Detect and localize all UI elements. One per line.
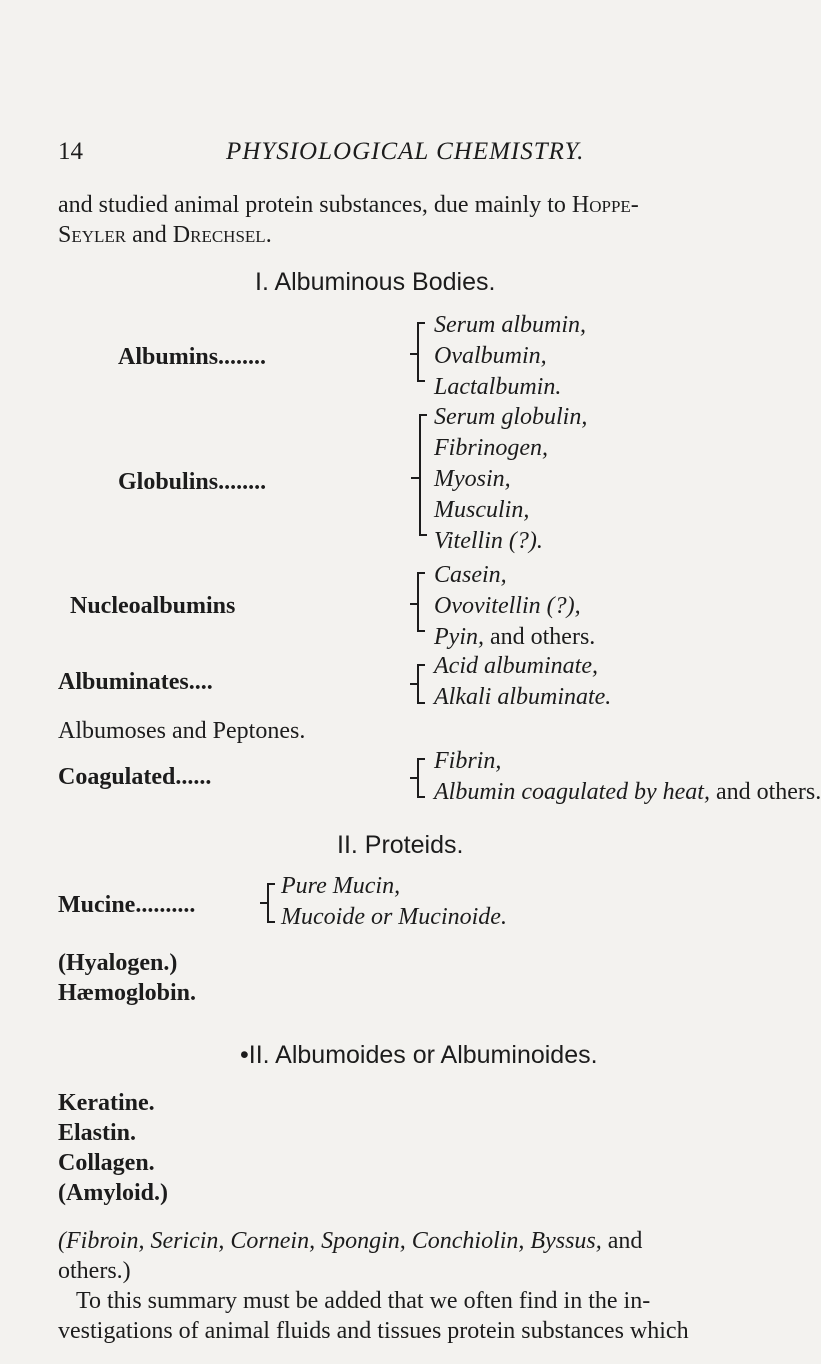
proteid-extra-item: Hæmoglobin. (58, 980, 197, 1006)
brace-tip (410, 777, 418, 779)
intro-text: . (265, 222, 272, 248)
nucleoalbumins-item-last (434, 623, 595, 652)
globulins-item: Musculin, (434, 497, 530, 523)
albumins-item: Serum albumin, (434, 312, 586, 338)
class-name: Coagulated (58, 764, 176, 790)
brace-tip (411, 477, 419, 479)
brace-tip (410, 353, 418, 355)
albumoid-item: Collagen. (58, 1150, 155, 1176)
class-name: Albumins (118, 344, 219, 370)
albumoid-paren-line (58, 1227, 642, 1256)
section-3-heading: •II. Albumoides or Albuminoides. (240, 1041, 598, 1069)
nucleoalbumins-item: Casein, (434, 562, 507, 588)
mucine-item: Pure Mucin, (281, 873, 401, 899)
item-name: Pyin, (434, 624, 484, 650)
item-trailing: and others. (483, 624, 596, 650)
albumins-brace (417, 322, 419, 382)
section-1-heading: I. Albuminous Bodies. (255, 268, 496, 296)
running-title: PHYSIOLOGICAL CHEMISTRY. (226, 138, 585, 165)
leader-dots: ...... (175, 764, 212, 790)
mucine-label (58, 891, 195, 920)
globulins-item: Serum globulin, (434, 404, 588, 430)
intro-text: and studied animal protein substances, due mainly to (58, 192, 572, 218)
albuminates-label (58, 668, 213, 697)
page-number: 14 (58, 138, 83, 165)
nucleoalbumins-brace (417, 572, 419, 632)
albumoid-paren-end: others.) (58, 1258, 131, 1284)
albumoid-trail: and (601, 1228, 643, 1254)
albumins-label (118, 343, 266, 372)
brace-tip (410, 603, 418, 605)
albumoid-item: (Amyloid.) (58, 1180, 168, 1206)
closing-line-2: vestigations of animal fluids and tissues protein substances which (58, 1318, 689, 1344)
nucleoalbumins-label: Nucleoalbumins (70, 593, 236, 619)
globulins-brace (419, 414, 421, 536)
albumoses-peptones: Albumoses and Peptones. (58, 718, 306, 744)
proteid-extra-item: (Hyalogen.) (58, 950, 178, 976)
albumoid-item: Keratine. (58, 1090, 155, 1116)
globulins-label (118, 468, 266, 497)
intro-line-1 (58, 191, 639, 220)
class-name: Mucine (58, 892, 136, 918)
brace-tip (410, 683, 418, 685)
item-trailing: and others. (709, 779, 821, 805)
class-name: Albuminates (58, 669, 189, 695)
leader-dots: ........ (218, 469, 267, 495)
closing-line-1: To this summary must be added that we often find in the in- (76, 1288, 651, 1314)
intro-line-2 (58, 221, 272, 250)
author-seyler: Seyler (58, 222, 127, 248)
author-drechsel: Drechsel (172, 222, 266, 248)
globulins-item: Vitellin (?). (434, 528, 543, 554)
mucine-item: Mucoide or Mucinoide. (281, 904, 507, 930)
albumoid-list: (Fibroin, Sericin, Cornein, Spongin, Conchiolin, Byssus, (58, 1228, 602, 1254)
albuminates-item: Alkali albuminate. (434, 684, 612, 710)
coagulated-label (58, 763, 211, 792)
coagulated-item-last (434, 778, 821, 807)
class-name: Globulins (118, 469, 219, 495)
author-hoppe: Hoppe- (571, 192, 639, 218)
nucleoalbumins-item: Ovovitellin (?), (434, 593, 581, 619)
albuminates-item: Acid albuminate, (434, 653, 598, 679)
item-name: Albumin coagulated by heat, (434, 779, 710, 805)
leader-dots: .... (188, 669, 213, 695)
albumins-item: Ovalbumin, (434, 343, 547, 369)
albumins-item: Lactalbumin. (434, 374, 562, 400)
intro-text: and (126, 222, 173, 248)
globulins-item: Fibrinogen, (434, 435, 548, 461)
coagulated-item: Fibrin, (434, 748, 502, 774)
brace-tip (260, 902, 268, 904)
leader-dots: .......... (135, 892, 196, 918)
globulins-item: Myosin, (434, 466, 511, 492)
section-2-heading: II. Proteids. (337, 831, 464, 859)
leader-dots: ........ (218, 344, 267, 370)
albumoid-item: Elastin. (58, 1120, 137, 1146)
